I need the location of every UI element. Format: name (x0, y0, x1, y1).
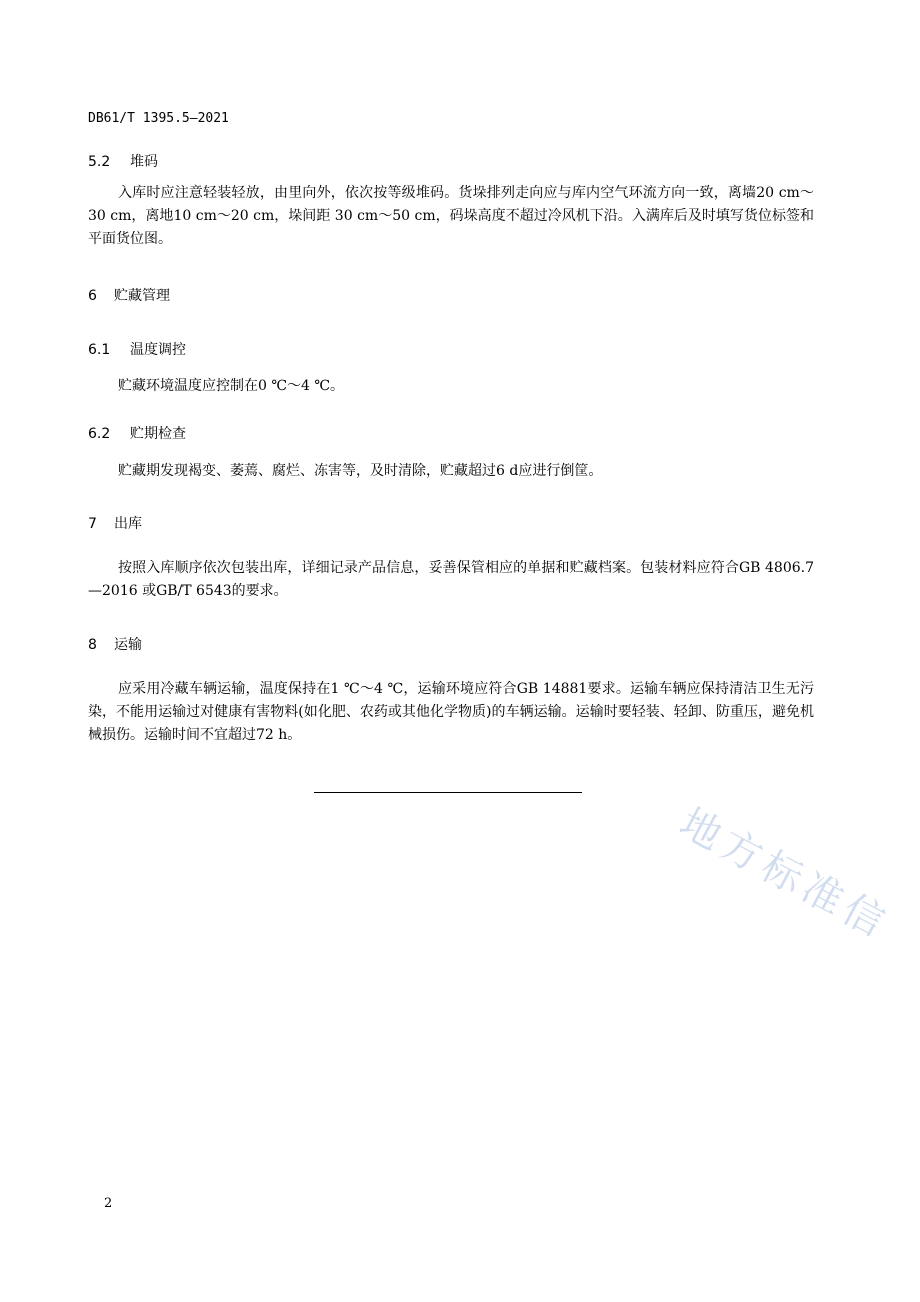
section-text-6-1: 贮藏环境温度应控制在0 ℃～4 ℃。 (118, 378, 345, 394)
section-title: 运输 (114, 637, 142, 653)
section-heading-6 (88, 285, 170, 305)
section-number: 7 (88, 516, 97, 532)
section-text-8: 应采用冷藏车辆运输，温度保持在1 ℃～4 ℃，运输环境应符合GB 14881要求。运输车辆应保持清洁卫生无污染，不能用运输过对健康有害物料(如化肥、农药或其他化学物质)的车辆运输。运输时要轻装、轻卸、防重压，避免机械损伤。运输时间不宜超过72 h。 (88, 681, 814, 743)
section-number: 6.2 (88, 426, 111, 442)
section-title: 贮期检查 (130, 426, 186, 442)
page-number: 2 (104, 1196, 113, 1211)
section-title: 温度调控 (130, 342, 186, 358)
section-heading-6-2 (88, 423, 186, 443)
section-number: 6.1 (88, 342, 111, 358)
section-text-7: 按照入库顺序依次包装出库，详细记录产品信息，妥善保管相应的单据和贮藏档案。包装材料应符合GB 4806.7—2016 或GB/T 6543的要求。 (88, 560, 814, 599)
section-heading-5-2 (88, 151, 158, 171)
end-of-document-rule (314, 792, 582, 793)
section-title: 出库 (114, 516, 142, 532)
section-heading-7 (88, 513, 142, 533)
section-heading-6-1 (88, 339, 186, 359)
section-text-5-2: 入库时应注意轻装轻放，由里向外，依次按等级堆码。货垛排列走向应与库内空气环流方向一致，离墙20 cm～30 cm，离地10 cm～20 cm，垛间距 30 cm～50 cm，码垛高度不超过冷风机下沿。入满库后及时填写货位标签和平面货位图。 (88, 185, 814, 247)
section-title: 贮藏管理 (114, 288, 170, 304)
section-number: 6 (88, 288, 97, 304)
section-number: 5.2 (88, 154, 111, 170)
document-code: DB61/T 1395.5—2021 (88, 111, 229, 126)
section-text-6-2: 贮藏期发现褐变、萎蔫、腐烂、冻害等，及时清除，贮藏超过6 d应进行倒筐。 (118, 463, 603, 479)
section-title: 堆码 (130, 154, 158, 170)
section-heading-8 (88, 634, 142, 654)
watermark: 地方标准信 (672, 799, 897, 949)
section-number: 8 (88, 637, 97, 653)
